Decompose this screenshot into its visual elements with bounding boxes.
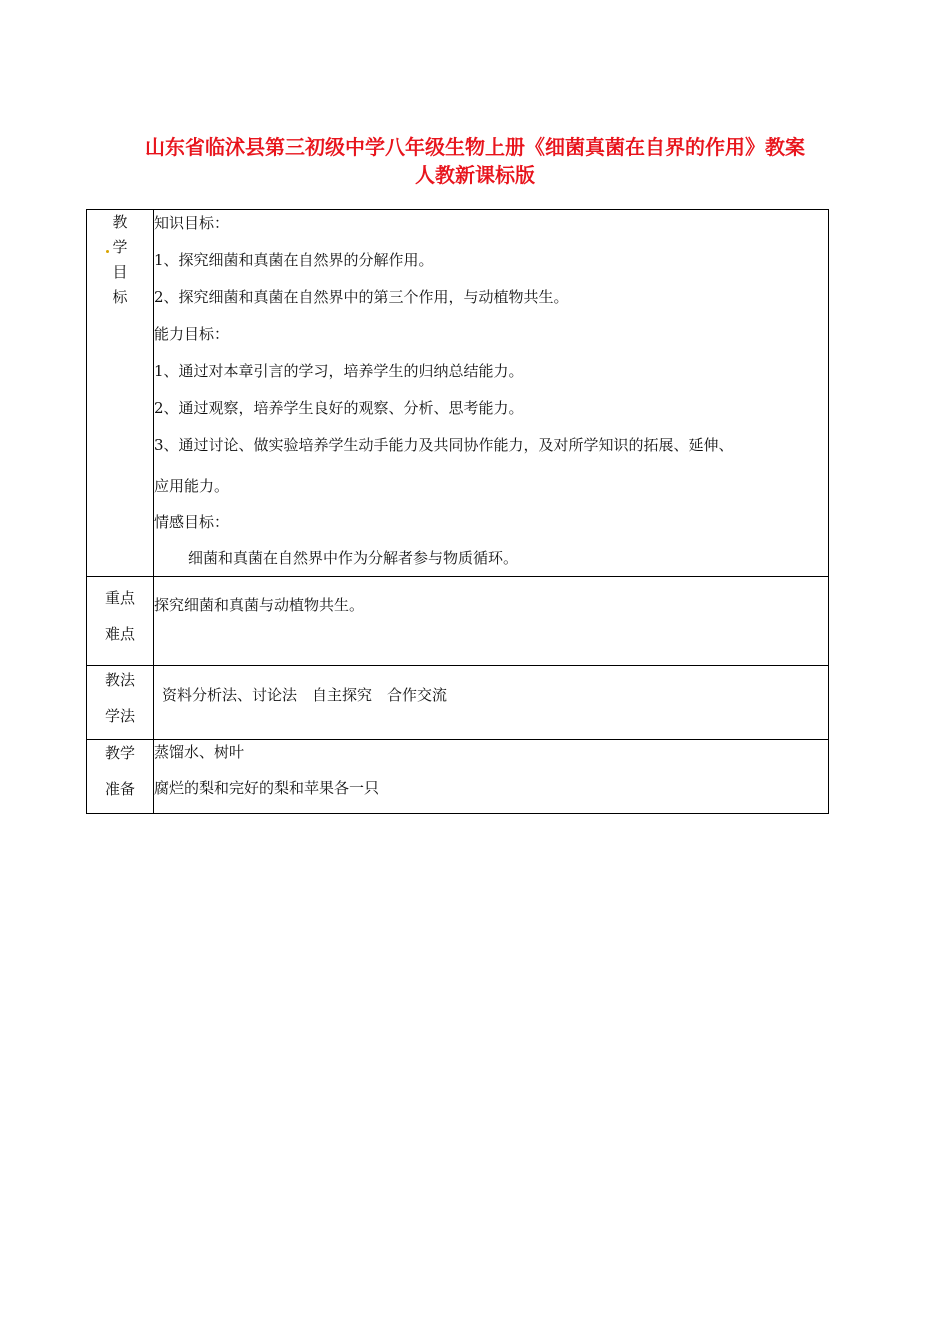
knowledge-goal-item: 1、探究细菌和真菌在自然界的分解作用。 [154,251,434,269]
methods-text: 资料分析法、讨论法 自主探究 合作交流 [162,686,448,704]
ability-goal-heading: 能力目标： [154,325,230,343]
preparation-row [87,740,829,814]
methods-label [87,662,153,734]
key-points-label [87,580,153,652]
label-char: 目 [112,263,128,281]
label-text: 难点 [104,625,135,643]
label-text: 学法 [104,707,135,725]
methods-content [154,666,829,740]
document-title-line-2: 人教新课标版 [415,163,535,187]
preparation-label-cell [87,740,154,814]
teaching-goals-row [87,210,829,577]
emotion-goal-heading: 情感目标： [154,513,230,531]
ability-goal-item: 3、通过讨论、做实验培养学生动手能力及共同协作能力，及对所学知识的拓展、延伸、 [154,436,734,454]
preparation-item: 腐烂的梨和完好的梨和苹果各一只 [154,779,380,797]
emotion-goal-item: 细菌和真菌在自然界中作为分解者参与物质循环。 [188,549,519,567]
knowledge-goal-item: 2、探究细菌和真菌在自然界中的第三个作用，与动植物共生。 [154,288,569,306]
teaching-goals-label [87,210,153,310]
preparation-content [154,740,829,814]
teaching-goals-content [154,210,829,577]
preparation-item: 蒸馏水、树叶 [154,743,245,761]
ability-goal-item: 2、通过观察，培养学生良好的观察、分析、思考能力。 [154,399,524,417]
preparation-label [87,735,153,807]
label-text: 教学 [104,744,135,762]
ability-goal-item-continued: 应用能力。 [154,477,230,495]
label-text: 准备 [104,780,135,798]
methods-row [87,666,829,740]
label-char: 标 [112,288,128,306]
ability-goal-item: 1、通过对本章引言的学习，培养学生的归纳总结能力。 [154,362,524,380]
label-text: 教法 [104,671,135,689]
methods-label-cell [87,666,154,740]
lesson-plan-table [86,209,829,814]
key-points-label-cell [87,577,154,666]
label-text: 重点 [104,589,135,607]
knowledge-goal-heading: 知识目标： [154,214,230,232]
key-difficult-points-row [87,577,829,666]
key-points-content [154,577,829,666]
document-title-line-1: 山东省临沭县第三初级中学八年级生物上册《细菌真菌在自界的作用》教案 [145,135,805,159]
label-char: 学 [112,235,127,260]
key-points-text: 探究细菌和真菌与动植物共生。 [154,596,365,614]
label-char: 教 [112,213,128,231]
teaching-goals-label-cell [87,210,154,577]
